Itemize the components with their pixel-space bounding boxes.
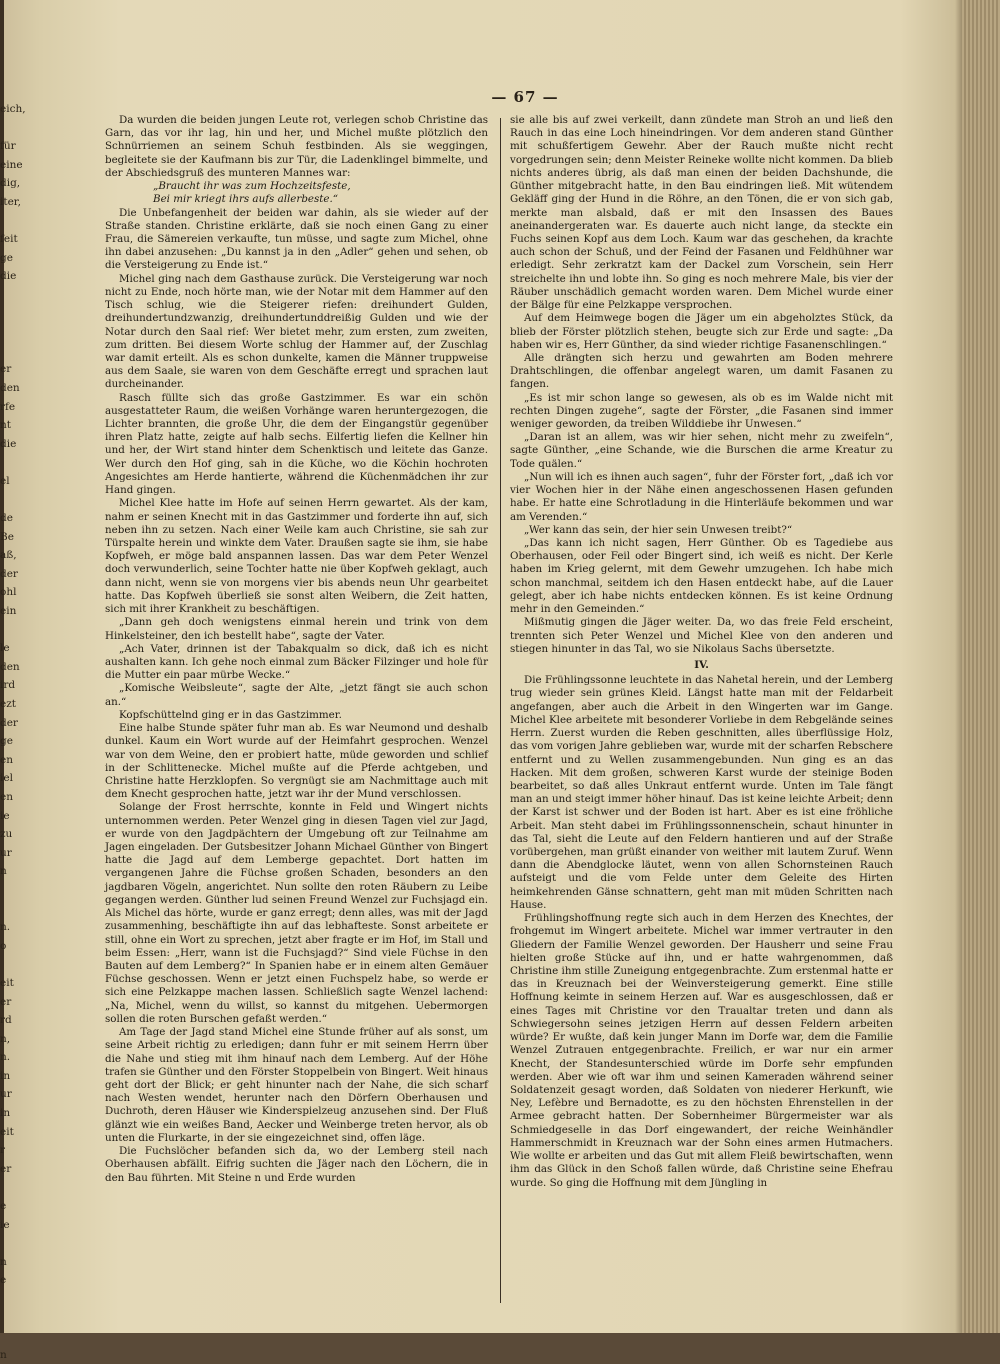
margin-fragment: der: [0, 716, 18, 729]
margin-fragment: [0, 490, 30, 509]
margin-fragment: n.: [0, 921, 11, 934]
paragraph: Die Unbefangenheit der beiden war dahin, als sie wieder auf der Straße standen. Christine erklärte, daß sie noch einen Gang zu einer Frau, die Sämereien verkaufte, tun müsse, und sagte zum Michel, ohne ihn dabei anzusehen: „Du kannst ja in den „Adler“ gehen und sehen, ob die Versteigerung zu Ende ist.“: [105, 206, 488, 272]
margin-fragment: [0, 305, 30, 324]
book-edge: [962, 0, 1000, 1333]
margin-fragment: den: [0, 660, 20, 673]
paragraph: Mißmutig gingen die Jäger weiter. Da, wo das freie Feld erscheint, trennten sich Peter Wenzel und Michel Klee von den anderen und stiegen hinunter in das Tal, wo sie Nikolaus Sachs übersetzte.: [510, 616, 893, 655]
text-column-left: [105, 114, 488, 1324]
margin-fragment: [0, 1178, 30, 1197]
margin-fragment: in: [0, 1107, 11, 1120]
margin-fragment: Be: [0, 530, 14, 543]
paragraph: Eine halbe Stunde später fuhr man ab. Es war Neumond und deshalb dunkel. Kaum ein Wort wurde auf der Heimfahrt gesprochen. Wenzel war von dem Weine, den er probiert hatte, müde geworden und schlief in der Schlittenecke. Michel mußte auf die Pferde achtgeben, und Christine hatte Herzklopfen. So vergnügt sie am Nachmittage auch mit dem Knecht gesprochen hatte, jetzt war ihr der Mund verschlossen.: [105, 722, 488, 801]
margin-fragment: aß,: [0, 549, 17, 562]
margin-fragment: für: [0, 140, 16, 153]
paragraph: Die Fuchslöcher befanden sich da, wo der Lemberg steil nach Oberhausen abfällt. Eifrig suchten die Jäger nach den Löchern, die in den Bau führten. Mit Steine n und Erde wurden: [105, 1145, 488, 1184]
paragraph: Solange der Frost herrschte, konnte in Feld und Wingert nichts unternommen werden. Peter Wenzel ging in diesen Tagen viel zur Jagd, er wurde von den Jagdpächtern der Umgebung oft zur Teilnahme am Jagen eingeladen. Der Gutsbesitzer Johann Michael Günther von Bingert hatte die Jagd auf dem Lemberge gepachtet. Dort hatten im vergangenen Jahre die Füchse großen Schaden, besonders an den jagdbaren Vögeln, angerichtet. Nun sollte den roten Räubern zu Leibe gegangen werden. Günther lud seinen Freund Wenzel zur Fuchsjagd ein. Als Michel das hörte, wurde er ganz erregt; denn alles, was mit der Jagd zusammenhing, beschäftigte ihn auf das lebhafteste. Sonst arbeitete er still, ohne ein Wort zu sprechen, jetzt aber fragte er im Hof, im Stall und beim Essen: „Herr, wann ist die Fuchsjagd?“ Sind viele Füchse in den Bauten auf dem Lemberg?“ In Spanien habe er in einem alten Gemäuer Füchse geschossen. Wenn er jetzt einen Fuchspelz habe, so werde er sich eine Pelzkappe machen lassen. Schließlich sagte Wenzel lachend: „Na, Michel, wenn du willst, so kannst du mitgehen. Uebermorgen sollen die roten Burschen gefaßt werden.“: [105, 801, 488, 1025]
margin-fragment: [0, 955, 30, 974]
margin-fragment: ge: [0, 735, 13, 748]
margin-fragment: [0, 621, 30, 640]
margin-fragment: rfe: [0, 400, 16, 413]
page-number: — 67 —: [491, 88, 559, 106]
paragraph: „Wer kann das sein, der hier sein Unwesen treibt?“: [524, 523, 793, 536]
text-column-right: [510, 114, 893, 1324]
paragraph: „Das kann ich nicht sagen, Herr Günther. Ob es Tagediebe aus Oberhausen, oder Feil oder Bingert sind, ich weiß es nicht. Der Kerle haben im Krieg gelernt, mit dem Gewehr umzugehen. Ich habe mich schon manchmal, seitdem ich den Hasen entdeckt habe, auf die Lauer gelegt, aber ich habe nichts entdecken können. Es ist keine Ordnung mehr in den Gemeinden.“: [510, 537, 893, 616]
margin-fragment: eich,: [0, 103, 26, 115]
paragraph: Auf dem Heimwege bogen die Jäger um ein abgeholztes Stück, da blieb der Förster plötzlich stehen, beugte sich zur Erde und sagte: „Da haben wir es, Herr Günther, da sind wieder richtige Fasanenschlingen.“: [510, 312, 893, 351]
paragraph: „Nun will ich es ihnen auch sagen“, fuhr der Förster fort, „daß ich vor vier Wochen hier in der Nähe einen angeschossenen Hasen gefunden habe. Er hatte eine Schrotladung in die Hinterläufe bekommen und war am Verenden.“: [510, 470, 893, 523]
paragraph: Die Frühlingssonne leuchtete in das Nahetal herein, und der Lemberg trug wieder sein grünes Kleid. Längst hatte man mit der Feldarbeit angefangen, aber auch die Arbeit in den Wingerten war im Gange. Michel Klee arbeitete mit besonderer Vorliebe in dem Rebgelände seines Herrn. Zuerst wurden die Reben geschnitten, alles überflüssige Holz, das vom vorigen Jahre geblieben war, wurde mit der scharfen Rebschere entfernt und zu Wellen zusammengebunden. Nun ging es an das Hacken. Mit dem großen, schweren Karst wurde der steinige Boden bearbeitet, so daß alles Unkraut entfernt wurde. Unten im Tale fängt man an und steigt immer höher hinauf. Das ist keine leichte Arbeit; denn der Karst ist schwer und der Boden ist hart. Aber es ist eine fröhliche Arbeit. Man steht dabei im Frühlingssonnenschein, schaut hinunter in das Tal, sieht die Leute auf den Feldern hantieren und auf der Straße vorübergehen, man grüßt einander von weither mit lautem Zuruf. Wenn dann die Abendglocke läutet, wenn von allen Schornsteinen Rauch aufsteigt und die vom Felde unter dem Geleite des Hirten heimkehrenden Gänse schnattern, geht man mit müden Schritten nach Hause.: [510, 674, 893, 911]
margin-fragment: ur: [0, 1088, 12, 1101]
margin-fragment: [0, 1327, 30, 1346]
margin-fragment: [0, 900, 30, 919]
margin-fragment: [0, 323, 30, 342]
paragraph: Am Tage der Jagd stand Michel eine Stunde früher auf als sonst, um seine Arbeit richtig zu erledigen; dann fuhr er mit seinem Herrn über die Nahe und stieg mit ihm hinauf nach dem Lemberg. Auf der Höhe trafen sie Günther und den Förster Stoppelbein von Bingert. Weit hinaus geht dort der Blick; er geht hinunter nach der Nahe, die sich scharf nach Westen wendet, herunter nach den Dörfern Oberhausen und Duchroth, deren Häuser wie Kinderspielzeug anzusehen sind. Der Fluß glänzt wie ein weißes Band, Aecker und Weinberge treten hervor, als ob unten die Flurkarte, in der sie eingezeichnet sind, offen läge.: [105, 1026, 488, 1144]
margin-fragment: [0, 1290, 30, 1309]
margin-fragment: [0, 212, 30, 231]
paragraph: „Braucht ihr was zum Hochzeitsfeste,: [153, 180, 351, 193]
margin-fragment: [0, 453, 30, 472]
margin-fragment: n: [0, 1255, 7, 1268]
paragraph: Kopfschüttelnd ging er in das Gastzimmer.: [119, 708, 342, 721]
margin-fragment: zu: [0, 828, 13, 841]
column-divider: [500, 118, 501, 1303]
margin-fragment: ie: [0, 1218, 10, 1231]
margin-fragment: ohl: [0, 586, 17, 599]
margin-fragment: n.: [0, 1051, 11, 1064]
margin-fragment: [0, 342, 30, 361]
margin-fragment: dig,: [0, 177, 21, 190]
margin-fragment: de: [0, 512, 13, 525]
margin-fragment: in: [0, 1069, 11, 1082]
margin-fragment: eit: [0, 976, 14, 989]
margin-fragment: r: [0, 1144, 6, 1157]
margin-fragment: die: [0, 437, 17, 450]
paragraph: Bei mir kriegt ihrs aufs allerbeste.“: [153, 193, 339, 206]
margin-fragment: el: [0, 474, 10, 487]
paragraph: sie alle bis auf zwei verkeilt, dann zündete man Stroh an und ließ den Rauch in das eine Loch hineindringen. Vor dem anderen stand Günther mit schußfertigem Gewehr. Aber der Rauch mußte nicht recht vorgedrungen sein; denn Meister Reineke wollte nicht kommen. Da blieb nichts anderes übrig, als daß man einen der beiden Dachshunde, die Günther mitgebracht hatte, in den Bau eindringen ließ. Mit wütendem Gekläff ging der Hund in die Röhre, an den Tönen, die er von sich gab, merkte man alsbald, daß er mit den Insassen des Baues aneinandergeraten war. Es dauerte auch nicht lange, da steckte ein Fuchs seinen Kopf aus dem Loch. Kaum war das geschehen, da krachte auch schon der Schuß, und der Feind der Fasanen und Feldhühner war erledigt. Sehr zerkratzt kam der Dackel zum Vorschein, sein Herr streichelte ihn und lobte ihn. So ging es noch mehrere Male, bis vier der Räuber unschädlich gemacht worden waren. Dem Michel wurde einer der Bälge für eine Pelzkappe versprochen.: [510, 114, 893, 312]
paragraph: „Es ist mir schon lange so gewesen, als ob es im Walde nicht mit rechten Dingen zugehe“, sagte der Förster, „die Fasanen sind immer weniger geworden, da treiben Wilddiebe ihr Unwesen.“: [510, 391, 893, 431]
margin-fragment: [0, 1309, 30, 1328]
margin-fragment: der: [0, 567, 18, 580]
margin-fragment: n: [0, 1348, 7, 1361]
margin-fragment: ur: [0, 846, 12, 859]
margin-fragment: eit: [0, 1125, 14, 1138]
margin-fragment: iter,: [0, 195, 21, 208]
margin-fragment: n: [0, 865, 7, 878]
margin-fragment: nt: [0, 419, 11, 432]
margin-fragment: [0, 119, 30, 138]
margin-fragment: er: [0, 363, 12, 376]
paragraph: „Daran ist an allem, was wir hier sehen, nicht mehr zu zweifeln“, sagte Günther, „eine Schande, wie die Burschen die arme Kreatur zu Tode quälen.“: [510, 431, 893, 470]
paragraph: Alle drängten sich herzu und gewahrten am Boden mehrere Drahtschlingen, die offenbar angelegt waren, um damit Fasanen zu fangen.: [510, 351, 893, 391]
paragraph: „Komische Weibsleute“, sagte der Alte, „jetzt fängt sie auch schon an.“: [105, 682, 488, 708]
paragraph: „Ach Vater, drinnen ist der Tabakqualm so dick, daß ich es nicht aushalten kann. Ich gehe noch einmal zum Bäcker Filzinger und hole für die Mutter ein paar mürbe Wecke.“: [105, 642, 488, 682]
margin-fragment: [0, 1234, 30, 1253]
margin-fragment: ge: [0, 251, 13, 264]
margin-fragment: le: [0, 642, 10, 655]
margin-fragment: eine: [0, 158, 23, 171]
margin-fragment: n,: [0, 1032, 11, 1045]
document-page: [90, 88, 966, 1298]
margin-fragment: e: [0, 1274, 7, 1287]
margin-fragment: iel: [0, 772, 13, 785]
margin-fragment: den: [0, 381, 20, 394]
margin-fragment: [0, 881, 30, 900]
margin-fragment: er: [0, 995, 12, 1008]
margin-fragment: ein: [0, 605, 17, 618]
margin-fragment: er: [0, 1162, 12, 1175]
margin-fragment: ezt: [0, 698, 16, 710]
paragraph: Rasch füllte sich das große Gastzimmer. Es war ein schön ausgestatteter Raum, die weißen Vorhänge waren heruntergezogen, die Lichter brannten, die große Uhr, die dem der Eingangstür gegenüber ihren Platz hatte, zeigte auf halb sechs. Eilfertig liefen die Kellner hin und her, der Wirt stand hinter dem Schenktisch und leitete das Ganze. Wer durch den Hof ging, sah in die Küche, wo die Köchin hochroten Angesichtes am Herde hantierte, während die Küchenmädchen ihr zur Hand gingen.: [105, 391, 488, 497]
margin-fragment: die: [0, 270, 17, 283]
chapter-number: IV.: [694, 658, 709, 671]
margin-fragment: o: [0, 939, 7, 952]
margin-fragment: rd: [0, 1014, 12, 1027]
margin-fragment: ie: [0, 809, 10, 822]
margin-fragment: [0, 286, 30, 305]
paragraph: Michel ging nach dem Gasthause zurück. Die Versteigerung war noch nicht zu Ende, noch hörte man, wie der Notar mit dem Hammer auf den Tisch schlug, wie die Steigerer riefen: dreihundert Gulden, dreihundertundzwanzig, dreihundertunddreißig Gulden und wie der Notar durch den Saal rief: Wer bietet mehr, zum ersten, zum zweiten, zum dritten. Bei diesem Worte schlug der Hammer auf, der Zuschlag war damit erteilt. Als es schon dunkelte, kamen die Männer truppweise aus dem Saale, sie waren von dem Geschäfte erregt und sprachen laut durcheinander.: [105, 272, 488, 391]
margin-fragment: feit: [0, 233, 18, 246]
paragraph: Da wurden die beiden jungen Leute rot, verlegen schob Christine das Garn, das vor ihr lag, hin und her, und Michel mußte plötzlich den Schnürriemen an seinem Schuh festbinden. Als sie weggingen, begleitete sie der Kaufmann bis zur Tür, die Ladenklingel bimmelte, und der Abschiedsgruß des munteren Mannes war:: [105, 114, 488, 179]
margin-fragment: e: [0, 1200, 7, 1213]
paragraph: „Dann geh doch wenigstens einmal herein und trink von dem Hinkelsteiner, den ich bestellt habe“, sagte der Vater.: [105, 616, 488, 642]
margin-fragment: en: [0, 753, 13, 766]
adjacent-page-fragment: [0, 100, 30, 1361]
margin-fragment: ird: [0, 679, 16, 692]
margin-fragment: en: [0, 790, 13, 803]
paragraph: Michel Klee hatte im Hofe auf seinen Herrn gewartet. Als der kam, nahm er seinen Knecht mit in das Gastzimmer und forderte ihn auf, sich neben ihn zu setzen. Nach einer Weile kam auch Christine, sie sah zur Türspalte herein und winkte dem Vater. Draußen sagte sie ihm, sie habe Kopfweh, er möge bald anspannen lassen. Das war dem Peter Wenzel doch verwunderlich, seine Tochter hatte nie über Kopfweh geklagt, auch dann nicht, wenn sie von morgens vier bis abends neun Uhr gearbeitet hatte. Das Kopfweh überließ sie sonst alten Weibern, die Zeit hatten, sich mit ihrer Krankheit zu beschäftigen.: [105, 497, 488, 616]
paragraph: Frühlingshoffnung regte sich auch in dem Herzen des Knechtes, der frohgemut im Wingert arbeitete. Michel war immer vertrauter in den Gliedern der Familie Wenzel geworden. Der Hausherr und seine Frau hielten große Stücke auf ihn, und er hatte wahrgenommen, daß Christine ihm stille Zuneigung entgegenbrachte. Zum erstenmal hatte er das in Kreuznach bei der Weinversteigerung gemerkt. Eine stille Hoffnung keimte in seinem Herzen auf. War es ausgeschlossen, daß er eines Tages mit Christine vor den Traualtar treten und dann als Schwiegersohn seines jetzigen Herrn auf dessen Feldern arbeiten würde? Er wußte, daß kein junger Mann im Dorfe war, dem die Familie Wenzel Zutrauen entgegenbrachte. Freilich, er war nur ein armer Knecht, der Standesunterschied würde im Dorfe sehr empfunden werden. Aber wie oft war ihm und seinen Kameraden während seiner Soldatenzeit gesagt worden, daß Soldaten von niederer Herkunft, wie Ney, Lefèbre und Bernadotte, es zu den höchsten Ehrenstellen in der Armee gebracht hatten. Der Sobernheimer Bürgermeister war als Schmiedgeselle in das Dorf eingewandert, der reiche Weinhändler Hammerschmidt in Kreuznach war der Sohn eines armen Hutmachers. Wie wollte er arbeiten und das Gut mit allem Fleiß bewirtschaften, wenn ihm das Glück in den Schoß fallen würde, daß Christine seine Ehefrau wurde. So ging die Hoffnung mit dem Jüngling in: [510, 912, 893, 1189]
